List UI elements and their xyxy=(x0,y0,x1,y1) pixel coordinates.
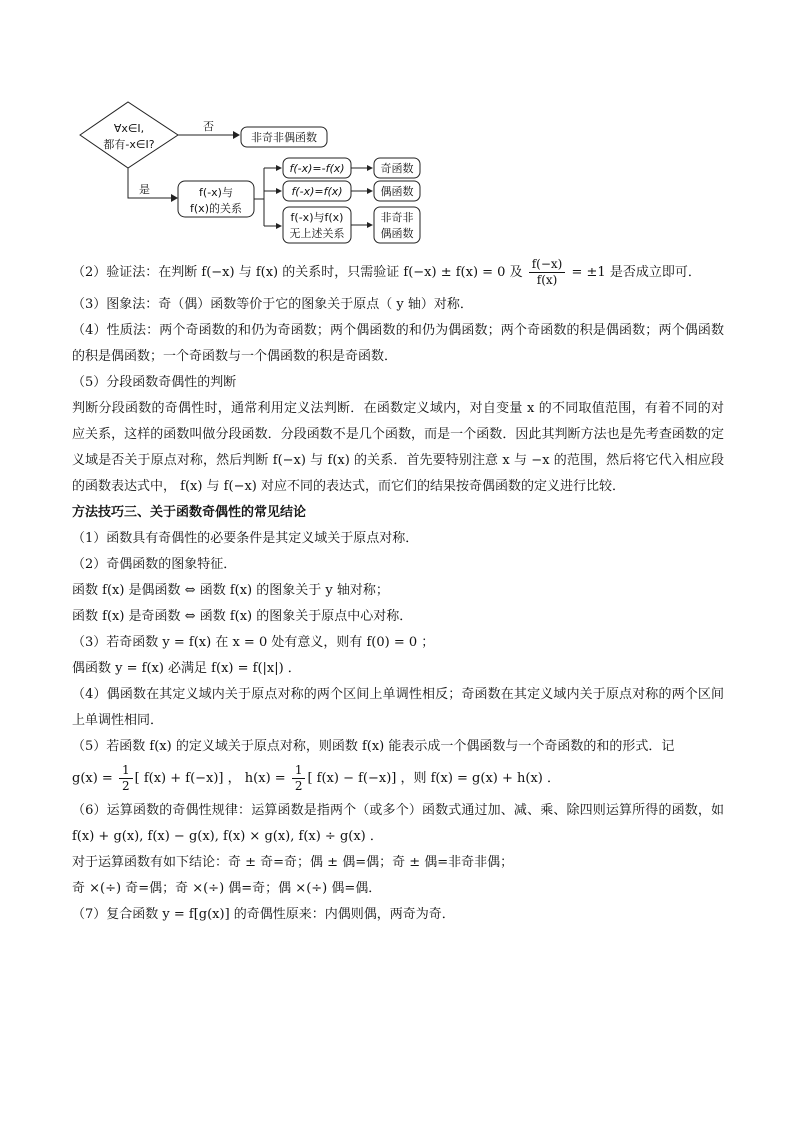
ratio-numerator: f(−x) xyxy=(529,257,566,273)
conclusion-5-formula xyxy=(72,760,724,798)
result-even-text: 偶函数 xyxy=(380,185,414,198)
g-def-lhs: g(x) = xyxy=(72,771,113,786)
arrow-even-head xyxy=(367,188,373,194)
conclusion-3: （3）若奇函数 y = f(x) 在 x = 0 处有意义，则有 f(0) = 0 ； xyxy=(72,635,435,650)
verification-text-b: = ±1 是否成立即可． xyxy=(571,265,701,280)
no-arrowhead xyxy=(233,131,240,139)
branch-even-head xyxy=(276,188,282,194)
ratio-fraction xyxy=(529,257,566,288)
result-none-text-1: 非奇非 xyxy=(380,211,414,224)
half-fraction-h xyxy=(292,763,306,794)
decision-text-2: 都有-x∈I? xyxy=(103,138,155,151)
paragraph-graph-method: （3）图象法：奇（偶）函数等价于它的图象关于原点（ y 轴）对称． xyxy=(72,297,473,312)
cond-even-text: f(-x)=f(x) xyxy=(291,185,343,198)
document-body xyxy=(72,254,724,928)
conclusion-6-rule-1: 对于运算函数有如下结论：奇 ± 奇=奇；偶 ± 偶=偶；奇 ± 偶=非奇非偶； xyxy=(72,855,514,870)
g-def-rhs: [ f(x) + f(−x)] ， xyxy=(134,771,241,786)
no-label: 否 xyxy=(203,120,214,133)
paragraph-piecewise-title: （5）分段函数奇偶性的判断 xyxy=(72,375,237,390)
conclusion-6: （6）运算函数的奇偶性规律：运算函数是指两个（或多个）函数式通过加、减、乘、除四则运算所得的函数，如 f(x) + g(x), f(x) − g(x), f(x) × g(x), f(x) ÷ g(x) ． xyxy=(72,803,724,844)
conclusion-1: （1）函数具有奇偶性的必要条件是其定义域关于原点对称． xyxy=(72,531,419,546)
h-def-lhs: h(x) = xyxy=(244,771,286,786)
ratio-denominator: f(x) xyxy=(536,273,558,287)
paragraph-piecewise-body: 判断分段函数的奇偶性时，通常利用定义法判断．在函数定义域内，对自变量 x 的不同取值范围，有着不同的对应关系，这样的函数叫做分段函数．分段函数不是几个函数，而是一个函数．因此其判断方法也是先考查函数的定义域是否关于原点对称，然后判断 f(−x) 与 f(x) 的关系．首先要特别注意 x 与 −x 的范围，然后将它代入相应段的函数表达式中， f(x) 与 f(−x) 对应不同的表达式，而它们的结果按奇偶函数的定义进行比较． xyxy=(72,401,724,494)
half-den-g: 2 xyxy=(121,779,130,793)
half-num-g: 1 xyxy=(119,763,133,779)
conclusion-2: （2）奇偶函数的图象特征． xyxy=(72,557,237,572)
verification-text-a: （2）验证法：在判断 f(−x) 与 f(x) 的关系时，只需验证 f(−x) ± f(x) = 0 及 xyxy=(72,265,523,280)
not-odd-even-text: 非奇非偶函数 xyxy=(251,131,317,144)
h-def-rhs: [ f(x) − f(−x)] ，则 f(x) = g(x) + h(x) ． xyxy=(307,771,560,786)
conclusion-3-even: 偶函数 y = f(x) 必满足 f(x) = f(|x|) ． xyxy=(72,661,301,676)
relation-text-2: f(x)的关系 xyxy=(190,202,242,215)
half-fraction-g xyxy=(119,763,133,794)
cond-none-text-1: f(-x)与f(x) xyxy=(290,211,344,224)
conclusion-2-even: 函数 f(x) 是偶函数 ⇔ 函数 f(x) 的图象关于 y 轴对称； xyxy=(72,583,389,598)
paragraph-property-method: （4）性质法：两个奇函数的和仍为奇函数；两个偶函数的和仍为偶函数；两个奇函数的积是偶函数；两个偶函数的积是偶函数；一个奇函数与一个偶函数的积是奇函数． xyxy=(72,323,724,364)
yes-line xyxy=(128,168,174,198)
section-3-heading: 方法技巧三、关于函数奇偶性的常见结论 xyxy=(72,505,307,520)
yes-arrowhead xyxy=(171,194,178,202)
yes-label: 是 xyxy=(139,183,150,196)
arrow-none-head xyxy=(367,222,373,228)
branch-odd-head xyxy=(276,165,282,171)
cond-odd-text: f(-x)=-f(x) xyxy=(289,162,345,175)
result-none-text-2: 偶函数 xyxy=(380,227,414,240)
odd-even-flowchart xyxy=(0,0,794,250)
decision-diamond xyxy=(80,102,178,168)
conclusion-5: （5）若函数 f(x) 的定义域关于原点对称，则函数 f(x) 能表示成一个偶函数与一个奇函数的和的形式．记 xyxy=(72,739,675,754)
half-num-h: 1 xyxy=(292,763,306,779)
decision-text-1: ∀x∈I, xyxy=(113,122,145,135)
conclusion-6-rule-2: 奇 ×(÷) 奇=偶；奇 ×(÷) 偶=奇；偶 ×(÷) 偶=偶． xyxy=(72,881,382,896)
relation-text-1: f(-x)与 xyxy=(199,186,233,199)
conclusion-7: （7）复合函数 y = f[g(x)] 的奇偶性原来：内偶则偶，两奇为奇． xyxy=(72,907,455,922)
arrow-odd-head xyxy=(367,165,373,171)
paragraph-verification xyxy=(72,254,724,292)
conclusion-4: （4）偶函数在其定义域内关于原点对称的两个区间上单调性相反；奇函数在其定义域内关于原点对称的两个区间上单调性相同． xyxy=(72,687,724,728)
cond-none-text-2: 无上述关系 xyxy=(289,227,345,240)
half-den-h: 2 xyxy=(294,779,303,793)
conclusion-2-odd: 函数 f(x) 是奇函数 ⇔ 函数 f(x) 的图象关于原点中心对称． xyxy=(72,609,413,624)
branch-none-head xyxy=(276,223,282,229)
result-odd-text: 奇函数 xyxy=(380,162,414,175)
